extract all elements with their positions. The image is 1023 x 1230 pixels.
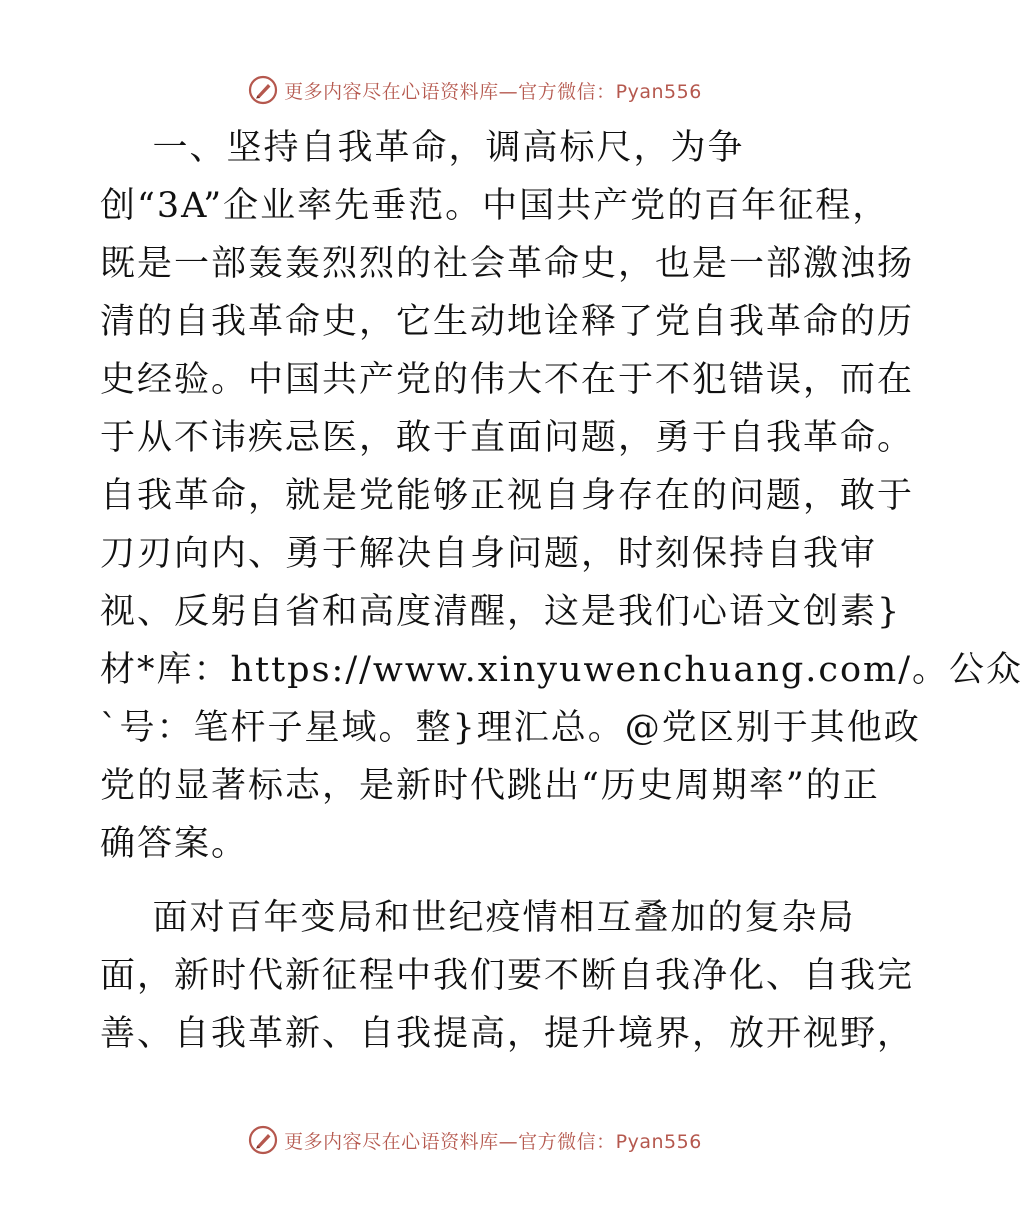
body-line: 视、反躬自省和高度清醒，这是我们心语文创素} bbox=[100, 592, 902, 632]
body-line: 一、坚持自我革命，调高标尺，为争 bbox=[100, 128, 745, 168]
body-line: 面，新时代新征程中我们要不断自我净化、自我完 bbox=[100, 956, 915, 996]
footer-text: 更多内容尽在心语资料库—官方微信：Pyan556 bbox=[284, 1130, 702, 1153]
body-line: 确答案。 bbox=[100, 824, 249, 864]
body-line: 党的显著标志，是新时代跳出“历史周期率”的正 bbox=[100, 766, 880, 806]
pen-emblem-icon bbox=[248, 1125, 278, 1155]
body-line: 面对百年变局和世纪疫情相互叠加的复杂局 bbox=[100, 898, 856, 938]
pen-emblem-icon bbox=[248, 75, 278, 105]
body-line: `号：笔杆子星域。整}理汇总。@党区别于其他政 bbox=[100, 708, 921, 748]
body-line: 善、自我革新、自我提高，提升境界，放开视野， bbox=[100, 1014, 915, 1054]
body-line: 史经验。中国共产党的伟大不在于不犯错误，而在 bbox=[100, 360, 915, 400]
body-line: 材*库：https://www.xinyuwenchuang.com/。公众 bbox=[100, 650, 1023, 690]
body-line: 刀刃向内、勇于解决自身问题，时刻保持自我审 bbox=[100, 534, 878, 574]
header-banner bbox=[0, 70, 950, 110]
body-line: 自我革命，就是党能够正视自身存在的问题，敢于 bbox=[100, 476, 915, 516]
footer-banner bbox=[0, 1120, 950, 1160]
header-text: 更多内容尽在心语资料库—官方微信：Pyan556 bbox=[284, 80, 702, 103]
body-line: 创“3A”企业率先垂范。中国共产党的百年征程， bbox=[100, 186, 890, 226]
body-line: 既是一部轰轰烈烈的社会革命史，也是一部激浊扬 bbox=[100, 244, 915, 284]
body-line: 清的自我革命史，它生动地诠释了党自我革命的历 bbox=[100, 302, 915, 342]
body-line: 于从不讳疾忌医，敢于直面问题，勇于自我革命。 bbox=[100, 418, 915, 458]
